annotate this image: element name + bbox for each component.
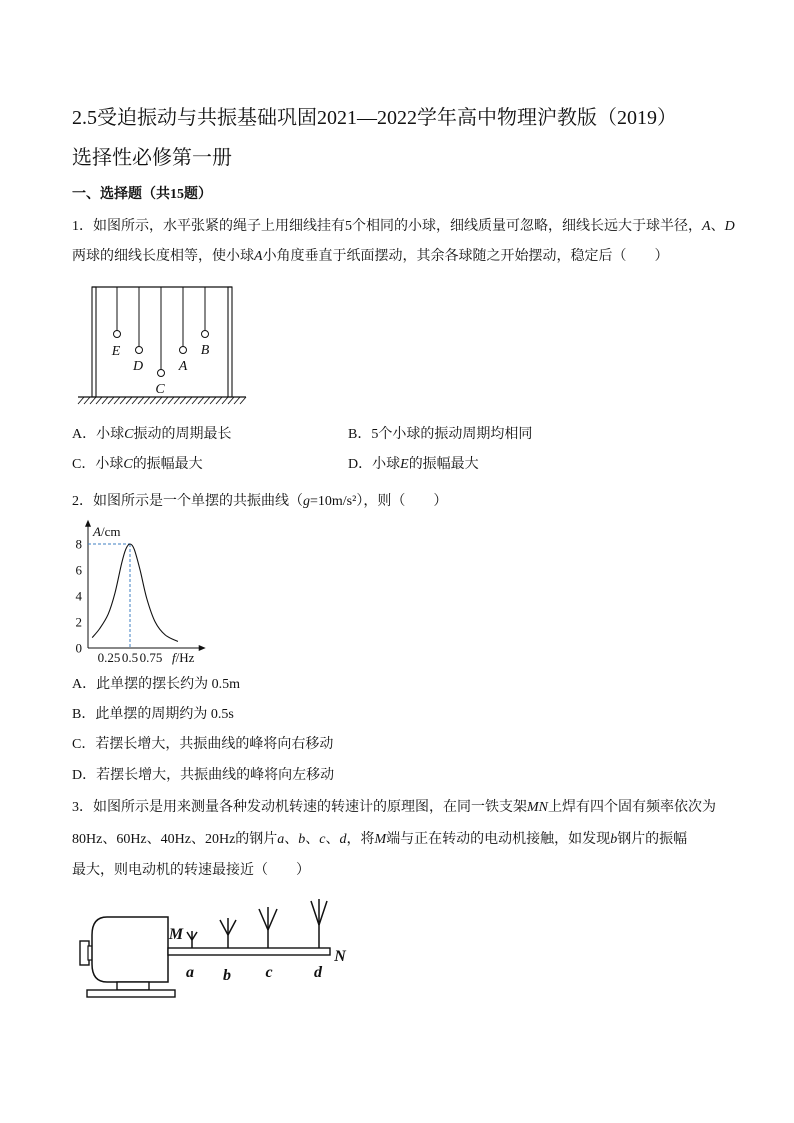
variable: C [123,457,133,472]
label-reed-d: d [314,964,322,981]
variable: a [277,832,285,847]
y-tick-label: 0 [75,640,82,656]
text-run: 端与正在转动的电动机接触，如发现 [386,832,611,847]
page-title: 2.5受迫振动与共振基础巩固2021—2022学年高中物理沪教版（2019） [72,107,677,129]
variable: c [319,832,326,847]
ball-c [158,370,165,377]
text-run: 上焊有四个固有频率依次为 [548,800,716,815]
variable: b [610,832,618,847]
axis-label-unit: /Hz [175,650,195,665]
frame-right-post [228,287,232,397]
variable: A [702,219,711,234]
q1-option-d [348,455,479,475]
y-tick-label: 8 [75,536,82,552]
iron-rod-mn [168,948,330,955]
q2-option-b: B．此单摆的周期约为 0.5s [72,707,234,722]
text-run: 80Hz、60Hz、40Hz、20Hz的钢片 [72,832,278,847]
variable: MN [527,800,548,815]
text-run: 两球的细线长度相等，使小球 [72,249,254,264]
text-run: 的振幅最大 [132,457,203,472]
q2-option-a: A．此单摆的摆长约为 0.5m [72,677,240,692]
y-axis-arrow [85,520,91,527]
variable: C [124,427,134,442]
motor-stand [117,982,149,990]
q1-stem-line-1 [72,217,735,237]
q1-option-b: B．5个小球的振动周期均相同 [348,427,533,442]
variable: d [339,832,347,847]
q1-option-a [72,425,231,445]
x-tick-label: 0.25 [97,650,121,665]
reed-a [187,931,197,948]
motor-body [92,917,168,982]
reed-c [259,907,277,948]
variable: M [374,832,387,847]
x-axis-arrow [199,645,206,651]
q2-option-c: C．若摆长增大，共振曲线的峰将向右移动 [72,737,334,752]
motor-base [87,990,175,997]
reed-b [220,918,236,948]
label-a: A [178,359,188,374]
label-c: C [155,382,165,397]
text-run: 、 [284,832,299,847]
text-run: 2．如图所示是一个单摆的共振曲线（ [72,494,303,509]
variable: b [298,832,306,847]
label-reed-b: b [223,967,231,984]
q3-stem-line-2 [72,830,687,850]
text-run: 振动的周期最长 [133,427,232,442]
label-b: B [200,343,210,358]
label-d: D [132,359,144,374]
text-run: D．小球 [348,457,401,472]
pendulum-figure [78,282,250,410]
tachometer-figure [75,895,365,1005]
x-axis-label [172,650,195,665]
q1-option-c [72,455,203,475]
label-e: E [111,344,121,359]
text-run: ，将 [346,832,375,847]
series-line-0 [92,544,178,642]
section-heading: 一、选择题（共15题） [72,187,212,202]
label-m: M [168,926,184,943]
q3-stem-line-3: 最大，则电动机的转速最接近（ ） [72,863,310,878]
ball-d [136,347,143,354]
page-subtitle: 选择性必修第一册 [72,147,232,169]
axis-label-variable: f [172,650,176,665]
axis-label-variable: A [93,523,101,539]
text-run: 钢片的振幅 [617,832,688,847]
text-run: 、 [305,832,320,847]
variable: A [254,249,263,264]
frame-left-post [92,287,96,397]
ball-e [114,331,121,338]
q2-stem [72,492,447,512]
text-run: 3．如图所示是用来测量各种发动机转速的转速计的原理图，在同一铁支架 [72,800,527,815]
text-run: 、 [710,219,725,234]
text-run: 1．如图所示，水平张紧的绳子上用细线挂有5个相同的小球，细线质量可忽略，细线长远大于球半径， [72,219,702,234]
reed-d [311,899,327,948]
text-run: A．小球 [72,427,125,442]
text-run: C．小球 [72,457,124,472]
label-reed-c: c [265,964,273,981]
q1-stem-line-2 [72,247,669,267]
label-n: N [334,948,346,965]
ball-b [202,331,209,338]
y-axis-label [92,524,120,539]
axis-label-unit: /cm [100,523,121,539]
ground-hatching [78,397,246,404]
text-run: 小角度垂直于纸面摆动，其余各球随之开始摆动，稳定后（ ） [262,249,669,264]
ball-a [180,347,187,354]
resonance-curve-chart [60,518,210,670]
variable: D [724,219,735,234]
text-run: 的振幅最大 [408,457,479,472]
label-reed-a: a [186,964,194,981]
y-tick-label: 2 [75,614,82,630]
text-run: 、 [325,832,340,847]
x-tick-label: 0.75 [139,650,163,665]
text-run: =10m/s²），则（ ） [310,494,448,509]
variable: E [400,457,409,472]
q2-option-d: D．若摆长增大，共振曲线的峰将向左移动 [72,768,335,783]
y-tick-label: 6 [75,562,82,578]
q3-stem-line-1 [72,798,716,818]
x-tick-label: 0.5 [121,650,139,665]
variable: g [303,494,310,509]
y-tick-label: 4 [75,588,82,604]
